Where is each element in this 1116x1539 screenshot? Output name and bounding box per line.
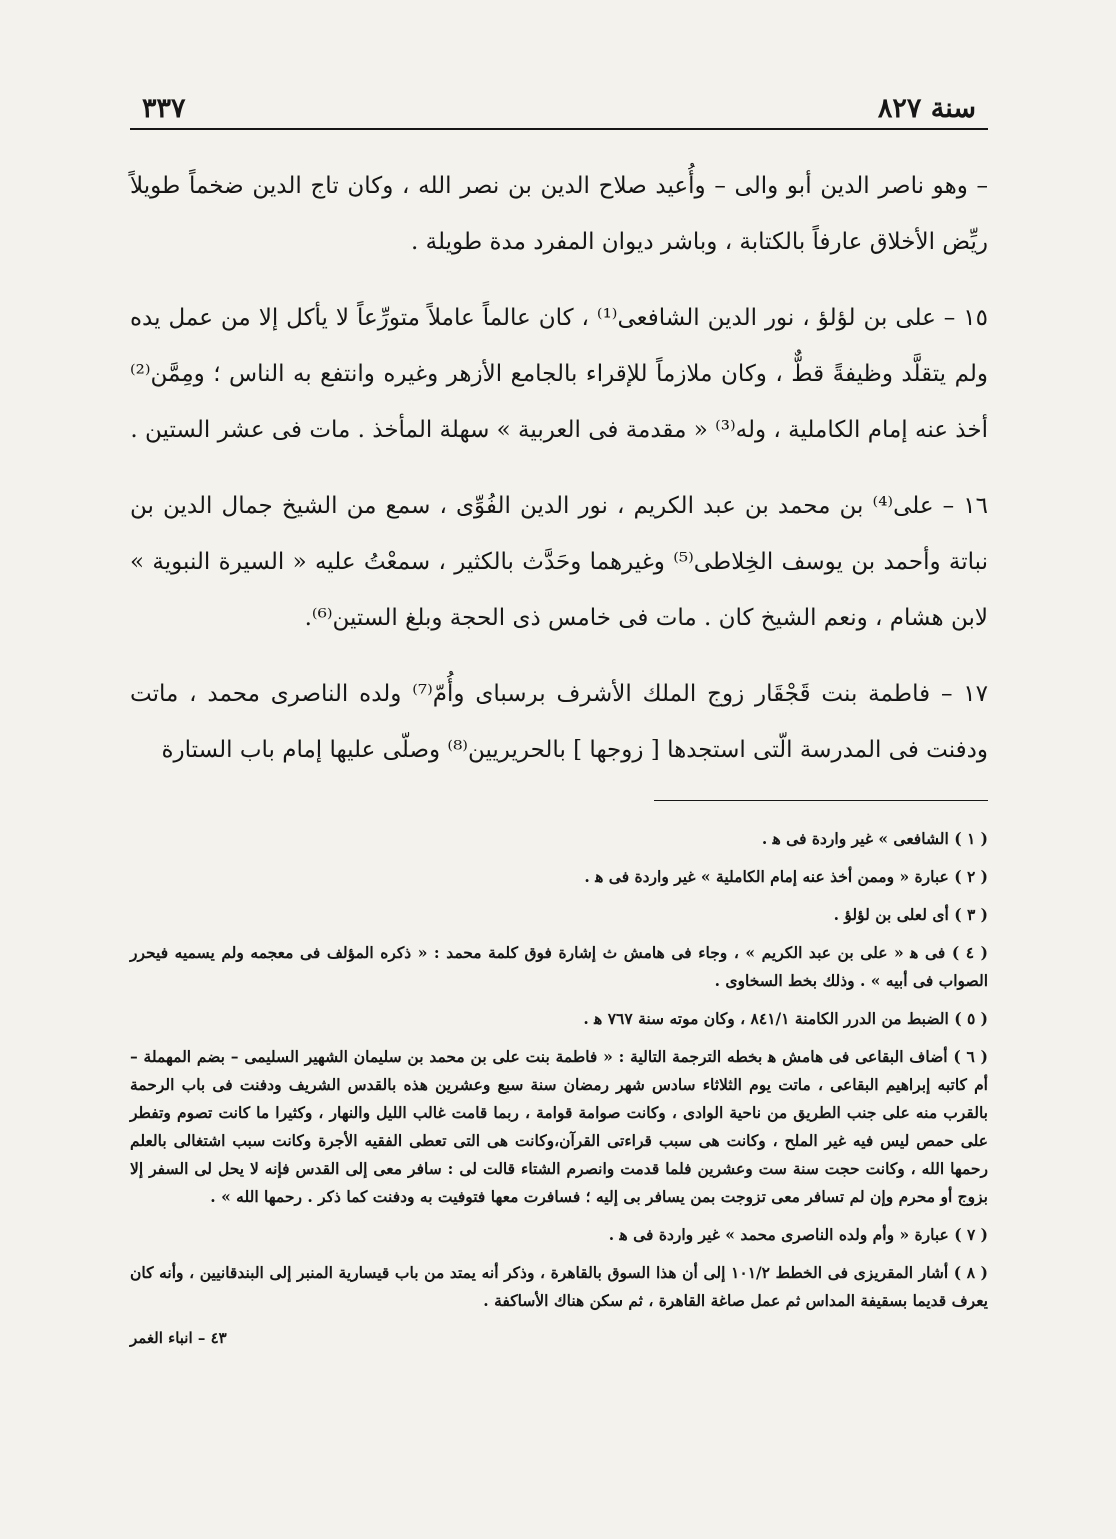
header-page-number: ٣٣٧ [142, 93, 186, 124]
footnote-1: ( ١ ) الشافعى » غير واردة فى ﻫ . [761, 829, 988, 848]
footnote-5: ( ٥ ) الضبط من الدرر الكامنة ٨٤١/١ ، وكان موته سنة ٧٦٧ ﻫ . [583, 1009, 988, 1028]
footnote-3: ( ٣ ) أى لعلى بن لؤلؤ . [833, 905, 988, 924]
header-year: سنة ٨٢٧ [877, 93, 976, 124]
footnote-4: ( ٤ ) فى ﻫ « على بن عبد الكريم » ، وجاء فى هامش ث إشارة فوق كلمة محمد : « ذكره المؤلف فى معجمه ولم يسميه فيحرر الصواب فى أبيه » . وذلك بخط السخاوى . [130, 943, 988, 990]
footnote-7: ( ٧ ) عبارة « وأم ولده الناصرى محمد » غير واردة فى ﻫ . [608, 1225, 988, 1244]
footnote-separator-wrap [130, 778, 988, 825]
entry-15: ١٥ – على بن لؤلؤ ، نور الدين الشافعى⁽¹⁾ ، كان عالماً عاملاً متورِّعاً لا يأكل إلا من عمل يده ولم يتقلَّد وظيفةً قطٌّ ، وكان ملازماً للإقراء بالجامع الأزهر وغيره وانتفع به الناس ؛ ومِمَّن⁽²⁾ أخذ عنه إمام الكاملية ، وله⁽³⁾ « مقدمة فى العربية » سهلة المأخذ . مات فى عشر الستين . [130, 305, 988, 443]
body-paragraph-1: – وهو ناصر الدين أبو والى – وأُعيد صلاح الدين بن نصر الله ، وكان تاج الدين ضخماً طويلاً ريِّض الأخلاق عارفاً بالكتابة ، وباشر ديوان المفرد مدة طويلة . [130, 173, 988, 255]
footnotes [130, 825, 988, 1315]
footnote-6: ( ٦ ) أضاف البقاعى فى هامش ﻫ بخطه الترجمة التالية : « فاطمة بنت على بن محمد بن سليمان الشهير السليمى – بضم المهملة – أم كاتبه إبراهيم البقاعى ، ماتت يوم الثلاثاء سادس شهر رمضان سنة سبع وعشرين هذه بالقدس الشريف ودفنت فى باب الرحمة بالقرب منه على جنب الطريق من ناحية الوادى ، وكانت صوامة قوامة ، ربما قامت غالب الليل والنهار ، وكثيرا ما كانت تصوم وتفطر على حمص ليس فيه غير الملح ، وكانت هى سبب قراءتى القرآن،وكانت هى التى تعطى الفقيه الأجرة وكانت سبب اشتغالى بالعلم رحمها الله ، وكانت حجت سنة ست وعشرين فلما قدمت وانصرم الشتاء قالت لى : سافر معى إلى القدس فإنه لا يحل لى السفر إلا بزوج أو محرم وإن لم تسافر معى تزوجت بمن يسافر بى إليه ؛ فسافرت معها فتوفيت به ودفنت كما ذكر . رحمها الله » . [130, 1047, 989, 1206]
page [130, 86, 988, 1347]
footnote-2: ( ٢ ) عبارة « وممن أخذ عنه إمام الكاملية » غير واردة فى ﻫ . [584, 867, 988, 886]
running-header [130, 86, 988, 128]
signature-mark [130, 1329, 988, 1347]
signature-text: ٤٣ – انباء الغمر [130, 1329, 227, 1347]
footnote-separator [654, 800, 988, 801]
entry-16: ١٦ – على⁽⁴⁾ بن محمد بن عبد الكريم ، نور الدين الفُوِّى ، سمع من الشيخ جمال الدين بن نباتة وأحمد بن يوسف الخِلاطى⁽⁵⁾ وغيرهما وحَدَّث بالكثير ، سمعْتُ عليه « السيرة النبوية » لابن هشام ، ونعم الشيخ كان . مات فى خامس ذى الحجة وبلغ الستين⁽⁶⁾. [130, 493, 988, 631]
footnote-8: ( ٨ ) أشار المقريزى فى الخطط ١٠١/٢ إلى أن هذا السوق بالقاهرة ، وذكر أنه يمتد من باب قيسارية المنبر إلى البندقانيين ، وأنه كان يعرف قديما بسقيفة المداس ثم عمل صاغة القاهرة ، ثم سكن هناك الأساكفة . [130, 1263, 988, 1310]
entry-17: ١٧ – فاطمة بنت قَجْقَار زوج الملك الأشرف برسباى وأُمّ⁽⁷⁾ ولده الناصرى محمد ، ماتت ودفنت فى المدرسة الّتى استجدها [ زوجها ] بالحريريين⁽⁸⁾ وصلّى عليها إمام باب الستارة [130, 681, 988, 763]
header-rule [130, 128, 988, 130]
body-text [130, 158, 988, 778]
